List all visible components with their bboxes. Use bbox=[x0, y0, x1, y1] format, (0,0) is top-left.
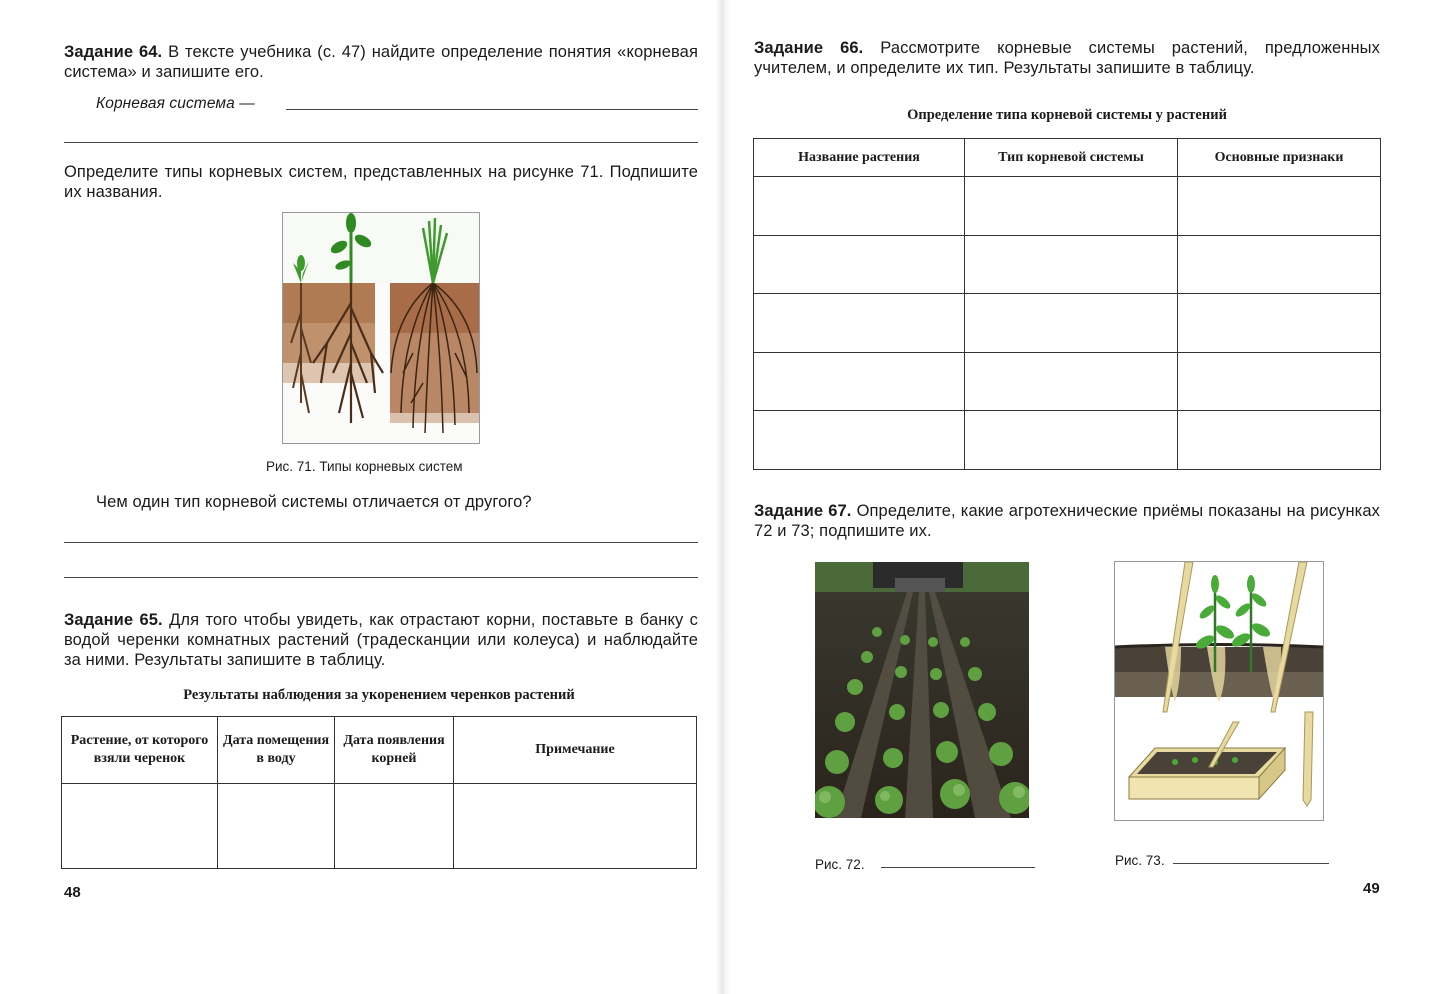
table-cell[interactable] bbox=[335, 784, 454, 869]
task-66-body: Рассмотрите корневые системы растений, предложенных учителем, и определите их тип. Результаты запишите в таблицу. bbox=[754, 39, 1380, 77]
table-cell[interactable] bbox=[1178, 235, 1381, 294]
column-header: Дата появления корней bbox=[335, 717, 454, 784]
table-cell[interactable] bbox=[965, 352, 1178, 411]
transplanting-illustration bbox=[1115, 562, 1323, 820]
figure-72-field-cultivation bbox=[815, 562, 1029, 818]
column-header: Примечание bbox=[454, 717, 697, 784]
column-header: Дата помещения в воду bbox=[218, 717, 335, 784]
comparison-question: Чем один тип корневой системы отличается от другого? bbox=[96, 493, 532, 511]
column-header: Основные признаки bbox=[1178, 139, 1381, 177]
table-cell[interactable] bbox=[1178, 411, 1381, 470]
task-65-text bbox=[64, 610, 698, 670]
table-cell[interactable] bbox=[754, 352, 965, 411]
page-number-left: 48 bbox=[64, 884, 81, 901]
figure-71-root-systems bbox=[282, 212, 480, 444]
table-cell[interactable] bbox=[965, 177, 1178, 236]
task-65-table-title: Результаты наблюдения за укоренением черенков растений bbox=[183, 687, 575, 703]
task-66-table-title: Определение типа корневой системы у растений bbox=[907, 107, 1227, 123]
figure-72-answer-line[interactable] bbox=[881, 867, 1035, 868]
table-cell[interactable] bbox=[1178, 294, 1381, 353]
cuttings-observation-table bbox=[61, 716, 697, 869]
task-66-label: Задание 66. bbox=[754, 39, 864, 57]
table-cell[interactable] bbox=[754, 294, 965, 353]
figure-73-transplanting bbox=[1114, 561, 1324, 821]
task-65-label: Задание 65. bbox=[64, 611, 163, 629]
table-cell[interactable] bbox=[754, 411, 965, 470]
answer-line-1[interactable] bbox=[286, 109, 698, 110]
answer-prefix: Корневая система — bbox=[96, 95, 255, 112]
task-65-body: Для того чтобы увидеть, как отрастают корни, поставьте в банку с водой черенки комнатных растений (традесканции или колеуса) и наблюдайте за ними. Результаты запишите в таблицу. bbox=[64, 611, 698, 669]
task-67-body: Определите, какие агротехнические приёмы показаны на рисунках 72 и 73; подпишите их. bbox=[754, 502, 1380, 540]
table-cell[interactable] bbox=[62, 784, 218, 869]
table-cell[interactable] bbox=[454, 784, 697, 869]
task-67-text bbox=[754, 501, 1380, 541]
table-cell[interactable] bbox=[965, 294, 1178, 353]
table-cell[interactable] bbox=[1178, 177, 1381, 236]
answer-line-4[interactable] bbox=[64, 577, 698, 578]
answer-line-3[interactable] bbox=[64, 542, 698, 543]
figure-71-caption: Рис. 71. Типы корневых систем bbox=[266, 459, 463, 474]
column-header: Название растения bbox=[754, 139, 965, 177]
column-header: Тип корневой системы bbox=[965, 139, 1178, 177]
table-cell[interactable] bbox=[754, 177, 965, 236]
root-systems-illustration bbox=[283, 213, 479, 443]
right-page bbox=[723, 0, 1446, 994]
task-67-label: Задание 67. bbox=[754, 502, 852, 520]
table-cell[interactable] bbox=[754, 235, 965, 294]
figure-73-caption: Рис. 73. bbox=[1115, 853, 1165, 868]
task-64-label: Задание 64. bbox=[64, 43, 163, 61]
page-number-right: 49 bbox=[1363, 880, 1380, 897]
table-cell[interactable] bbox=[218, 784, 335, 869]
figure-72-caption: Рис. 72. bbox=[815, 857, 865, 872]
table-cell[interactable] bbox=[1178, 352, 1381, 411]
root-type-table bbox=[753, 138, 1381, 470]
answer-line-2[interactable] bbox=[64, 142, 698, 143]
task-66-text bbox=[754, 38, 1380, 78]
field-photo-illustration bbox=[815, 562, 1029, 818]
task-64-body: В тексте учебника (с. 47) найдите определение понятия «корневая система» и запишите его. bbox=[64, 43, 698, 81]
figure-73-answer-line[interactable] bbox=[1173, 863, 1329, 864]
table-cell[interactable] bbox=[965, 235, 1178, 294]
task-64-text bbox=[64, 42, 698, 82]
table-cell[interactable] bbox=[965, 411, 1178, 470]
task-64-sub-text: Определите типы корневых систем, представленных на рисунке 71. Подпишите их названия. bbox=[64, 163, 698, 201]
column-header: Растение, от которого взяли черенок bbox=[62, 717, 218, 784]
